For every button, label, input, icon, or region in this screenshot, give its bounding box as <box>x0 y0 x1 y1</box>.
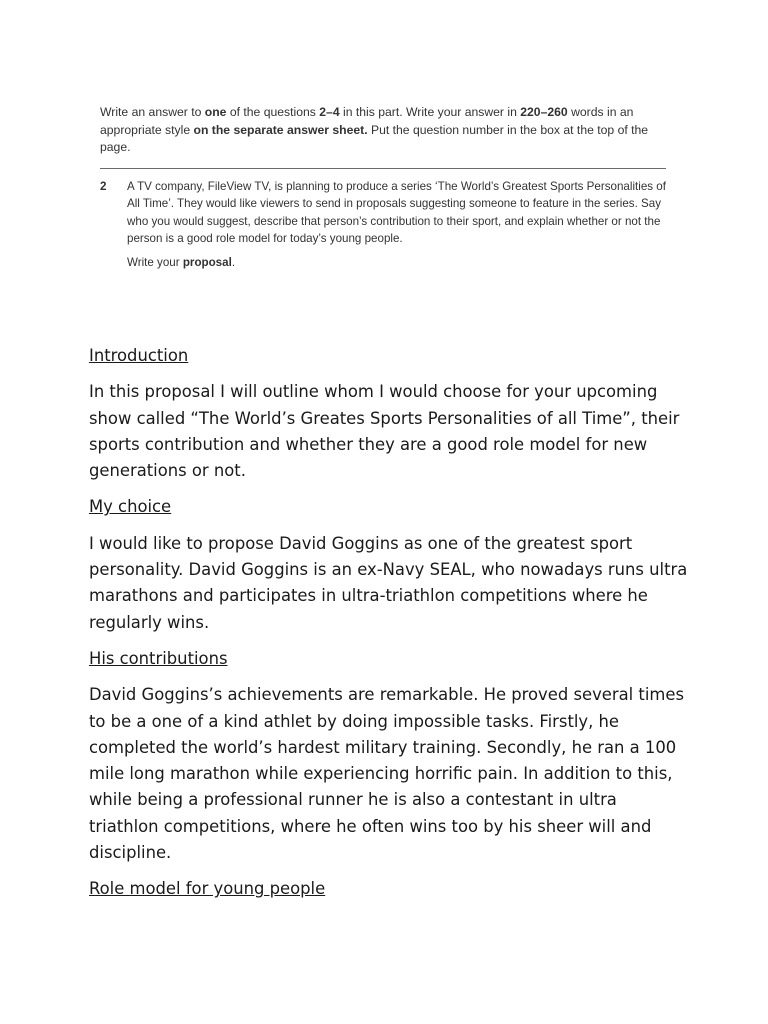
paragraph-my-choice: I would like to propose David Goggins as one of the greatest sport personality. David Goggins is an ex-Navy SEAL, who nowadays runs ultra marathons and participates in ultra-triathlon competitions where he regularly wins. <box>89 533 688 632</box>
paragraph-introduction: In this proposal I will outline whom I would choose for your upcoming show called “The World’s Greates Sports Personalities of all Time”, their sports contribution and whether they are a good role model for new generations or not. <box>89 382 680 481</box>
write-instruction: Write your proposal. <box>127 255 236 269</box>
question-body <box>127 178 670 272</box>
task-instructions: Write an answer to one of the questions 2–4 in this part. Write your answer in 220–260 words in an appropriate style on the separate answer sheet. Put the question number in the box at the top of the page. <box>100 105 649 154</box>
heading-my-choice: My choice <box>89 497 172 517</box>
paragraph-contributions: David Goggins’s achievements are remarkable. He proved several times to be a one of a kind athlet by doing impossible tasks. Firstly, he completed the world’s hardest military training. Secondly, he ran a 100 mile long marathon while experiencing horrific pain. In addition to this, while being a professional runner he is also a contestant in ultra triathlon competitions, where he often wins too by his sheer will and discipline. <box>89 685 684 863</box>
exam-task-image <box>100 104 670 271</box>
heading-role-model: Role model for young people <box>89 879 326 899</box>
question-number: 2 <box>100 179 107 193</box>
question-2 <box>100 178 670 272</box>
question-text: A TV company, FileView TV, is planning to produce a series ‘The World’s Greatest Sports Personalities of All Time’. They would like viewers to send in proposals suggesting someone to feature in the series. Say who you would suggest, describe that person’s contribution to their sport, and explain whether or not the person is a good role model for today’s young people. <box>127 179 666 246</box>
heading-contributions: His contributions <box>89 648 228 668</box>
divider <box>100 168 666 169</box>
proposal-essay <box>89 343 689 913</box>
heading-introduction: Introduction <box>89 346 189 365</box>
